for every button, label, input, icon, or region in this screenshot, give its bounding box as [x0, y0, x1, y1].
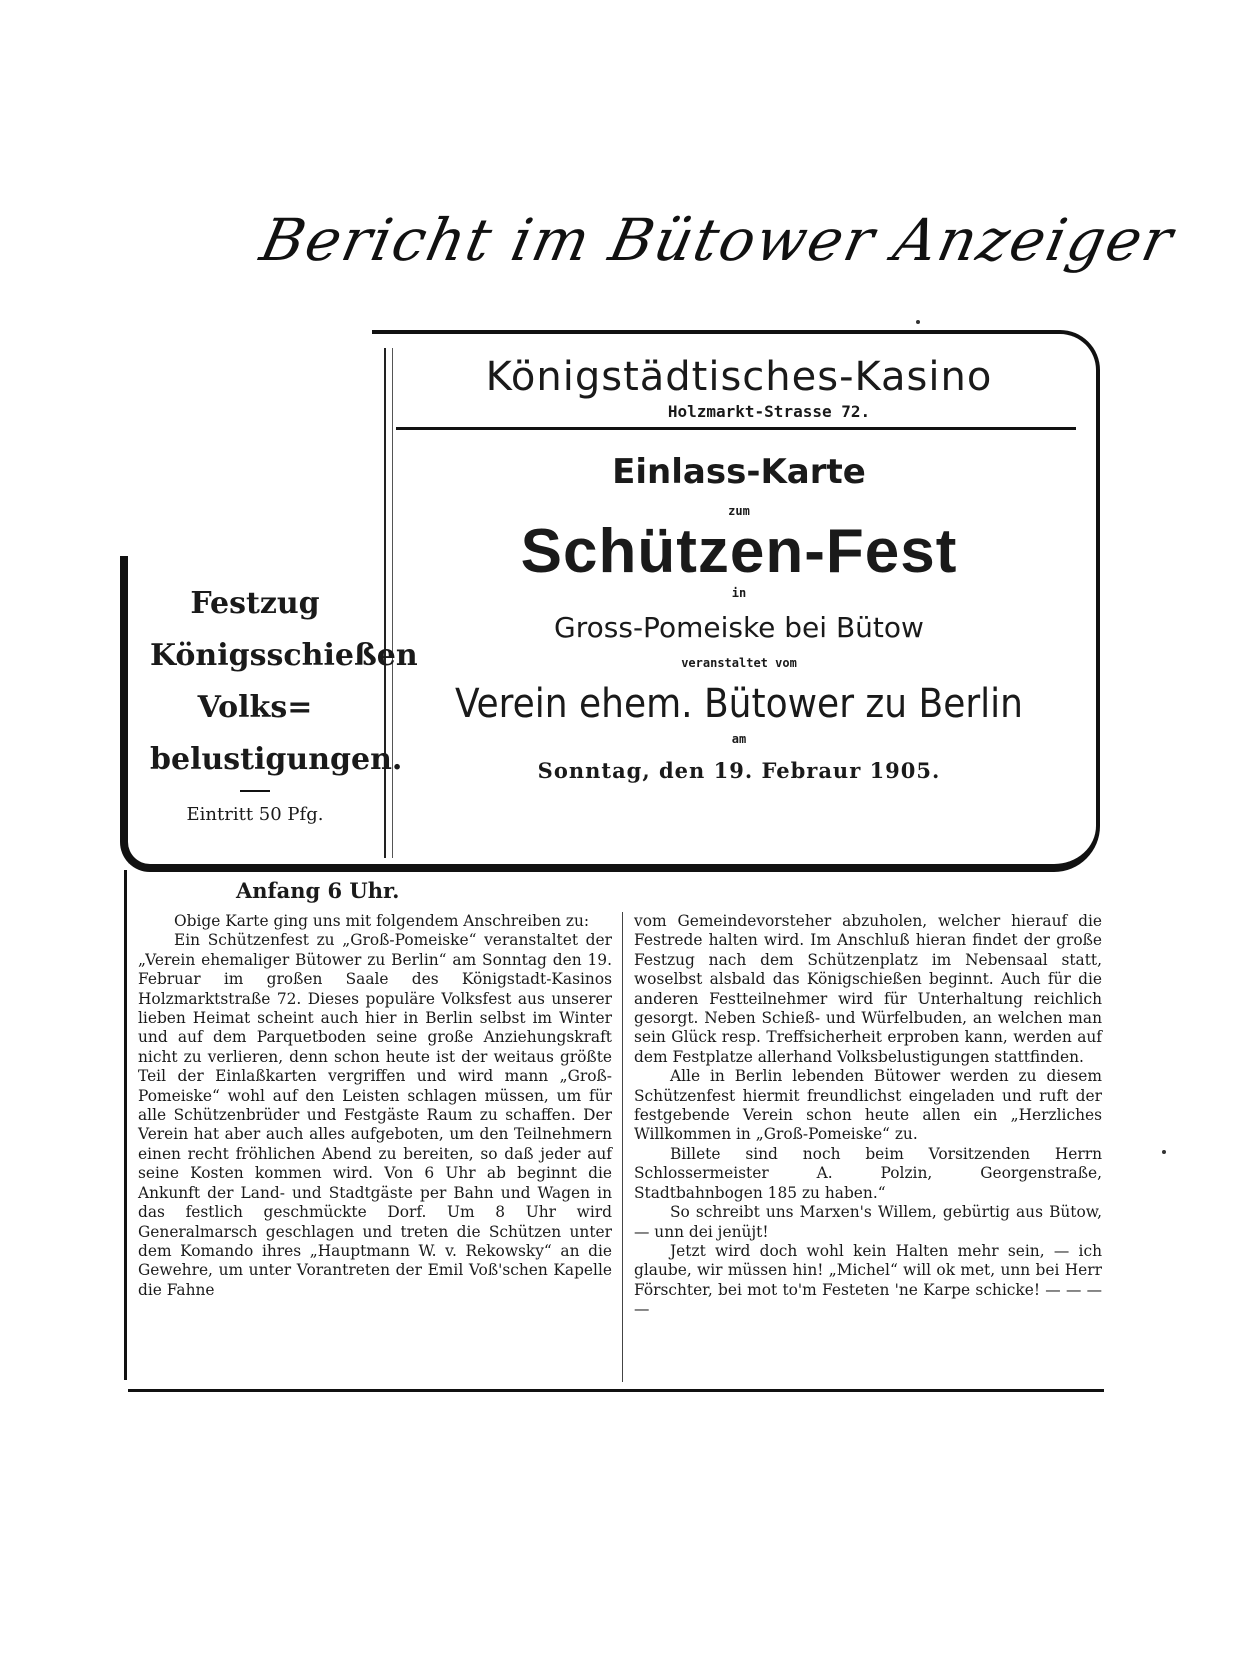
article-paragraph: Ein Schützenfest zu „Groß-Pomeiske“ veranstaltet der „Verein ehemaliger Bütower zu Berlin“ am Sonntag den 19. Februar im großen Saale des Königstadt-Kasinos Holzmarktstraße 72. Dieses populäre Volksfest aus unserer lieben Heimat scheint auch hier in Berlin selbst im Winter und auf dem Parquetboden seine große Anziehungskraft nicht zu verlieren, denn schon heute ist der weitaus größte Teil der Einlaßkarten vergriffen und wird mann „Groß-Pomeiske“ wohl auf den Leisten schlagen müssen, um für alle Schützenbrüder und Festgäste Raum zu schaffen. Der Verein hat aber auch alles aufgeboten, um den Teilnehmern einen recht fröhlichen Abend zu bereiten, so daß jeder auf seine Kosten kommen wird. Von 6 Uhr ab beginnt die Ankunft der Land- und Stadtgäste per Bahn und Wagen in das festlich geschmückte Dorf. Um 8 Uhr wird Generalmarsch geschlagen und treten die Schützen unter dem Komando ihres „Hauptmann W. v. Rekowsky“ an die Gewehre, um unter Vorantreten der Emil Voß'schen Kapelle die Fahne [138, 931, 612, 1299]
word-zum: zum [728, 504, 750, 518]
ticket-admission-block [395, 450, 1083, 786]
organized-by: veranstaltet vom [681, 656, 797, 670]
program-item: Festzug [190, 586, 320, 621]
ticket-venue-block [395, 340, 1083, 422]
article-paragraph: Jetzt wird doch wohl kein Halten mehr sein, — ich glaube, wir müssen hin! „Michel“ will ok met, unn bei Herr Förschter, bei mot to'm Festeten 'ne Karpe schicke! — — — — [634, 1241, 1102, 1319]
handwritten-title: Bericht im Bütower Anzeiger [254, 206, 1181, 274]
article-left-rule [124, 870, 127, 1380]
article-paragraph: Obige Karte ging uns mit folgendem Anschreiben zu: [174, 912, 590, 930]
organizer-name: Verein ehem. Bütower zu Berlin [455, 681, 1023, 727]
article-paragraph: Billete sind noch beim Vorsitzenden Herrn Schlossermeister A. Polzin, Georgenstraße, Stadtbahnbogen 185 zu haben.“ [634, 1144, 1102, 1202]
event-date: Sonntag, den 19. Febraur 1905. [537, 758, 941, 783]
article-column-left [138, 912, 612, 1300]
article-paragraph: So schreibt uns Marxen's Willem, gebürtig aus Bütow, — unn dei jenüjt! [634, 1203, 1102, 1241]
program-item: belustigungen. [150, 742, 403, 777]
program-divider [240, 790, 270, 792]
venue-divider [396, 427, 1076, 430]
venue-address: Holzmarkt-Strasse 72. [667, 402, 871, 421]
scan-speck [1162, 1150, 1166, 1154]
article-bottom-rule [128, 1389, 1104, 1392]
article-paragraph: Alle in Berlin lebenden Bütower werden zu diesem Schützenfest hiermit freundlichst eingeladen und ruft der festgebende Verein schon heute allen ein „Herzliches Willkommen in „Groß-Pomeiske“ zu. [634, 1067, 1102, 1144]
program-box [150, 578, 418, 830]
venue-name: Königstädtisches-Kasino [485, 354, 993, 400]
word-in: in [731, 586, 747, 600]
article-column-right [634, 912, 1102, 1320]
event-title: Schützen-Fest [520, 517, 958, 586]
article-paragraph: vom Gemeindevorsteher abzuholen, welcher hierauf die Festrede halten wird. Im Anschluß hieran findet der große Festzug nach dem Schützenplatz im Nebensaal statt, woselbst alsbald das Königschießen beginnt. Auch für die anderen Festteilnehmer wird für Unterhaltung reichlich gesorgt. Neben Schieß- und Würfelbuden, an welchen man sein Glück resp. Treffsicherheit erproben kann, werden auf dem Festplatze allerhand Volksbelustigungen stattfinden. [634, 912, 1102, 1066]
event-place: Gross-Pomeiske bei Bütow [554, 611, 924, 644]
program-item: Volks= [197, 690, 313, 725]
program-item: Königsschießen [150, 638, 418, 673]
scan-speck [916, 320, 920, 324]
admission-title: Einlass-Karte [612, 452, 866, 492]
word-am: am [731, 732, 747, 746]
admission-price: Eintritt 50 Pfg. [186, 804, 324, 825]
start-time: Anfang 6 Uhr. [236, 878, 400, 903]
ticket-left-rule [384, 348, 390, 858]
column-divider [622, 912, 623, 1382]
